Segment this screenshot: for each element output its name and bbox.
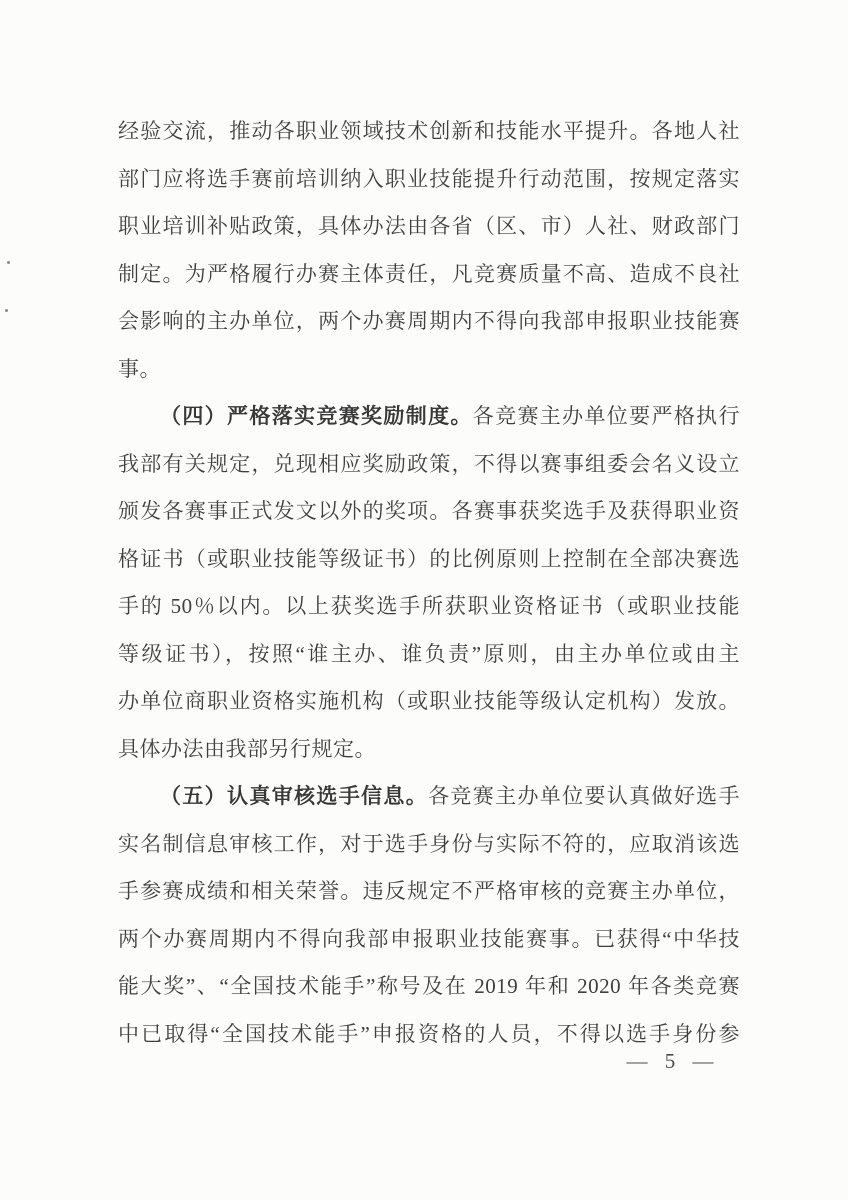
text-line: [118, 726, 740, 774]
text-line: [118, 298, 740, 346]
scan-speck: [5, 309, 8, 312]
section-heading: （四）严格落实竞赛奖励制度。: [160, 404, 473, 428]
body-text: 颁发各赛事正式发文以外的奖项。各赛事获奖选手及获得职业资: [118, 499, 740, 523]
text-line: [118, 916, 740, 964]
body-text: 我部有关规定，兑现相应奖励政策，不得以赛事组委会名义设立: [118, 451, 740, 476]
body-text: 职业培训补贴政策，具体办法由各省（区、市）人社、财政部门: [118, 214, 740, 238]
text-line: [118, 441, 740, 489]
text-line: [118, 203, 740, 251]
text-line: [118, 868, 740, 916]
body-text: 格证书（或职业技能等级证书）的比例原则上控制在全部决赛选: [118, 546, 740, 571]
scan-speck: [7, 261, 10, 264]
text-line: [118, 536, 740, 584]
body-text: 能大奖”、“全国技术能手”称号及在 2019 年和 2020 年各类竞赛: [118, 974, 740, 998]
body-text: 等级证书），按照“谁主办、谁负责”原则，由主办单位或由主: [118, 641, 740, 666]
section-heading: （五）认真审核选手信息。: [160, 784, 429, 808]
text-line: [118, 488, 740, 536]
body-text: 各竞赛主办单位要严格执行: [472, 404, 741, 428]
text-line: [118, 108, 740, 156]
body-text: 办单位商职业资格实施机构（或职业技能等级认定机构）发放。: [118, 689, 740, 713]
text-line: [118, 393, 740, 441]
body-text: 经验交流，推动各职业领域技术创新和技能水平提升。各地人社: [118, 119, 740, 143]
text-line: [118, 156, 740, 204]
body-text: 手参赛成绩和相关荣誉。违反规定不严格审核的竞赛主办单位，: [118, 879, 740, 903]
text-line: [118, 346, 740, 394]
text-line: [118, 631, 740, 679]
text-line: [118, 678, 740, 726]
body-text: 会影响的主办单位，两个办赛周期内不得向我部申报职业技能赛: [118, 309, 740, 333]
body-text: 事。: [118, 356, 161, 381]
body-text: 手的 50％以内。以上获奖选手所获职业资格证书（或职业技能: [118, 594, 740, 618]
body-text: 两个办赛周期内不得向我部申报职业技能赛事。已获得“中华技: [118, 926, 740, 951]
body-text: 各竞赛主办单位要认真做好选手: [428, 784, 741, 808]
text-line: [118, 773, 740, 821]
document-body: [118, 108, 740, 1058]
body-text: 制定。为严格履行办赛主体责任，凡竞赛质量不高、造成不良社: [118, 261, 740, 286]
page-number: — 5 —: [626, 1049, 714, 1073]
body-text: 部门应将选手赛前培训纳入职业技能提升行动范围，按规定落实: [118, 166, 740, 191]
text-line: [118, 963, 740, 1011]
body-text: 中已取得“全国技术能手”申报资格的人员，不得以选手身份参: [118, 1021, 740, 1046]
body-text: 实名制信息审核工作，对于选手身份与实际不符的，应取消该选: [118, 831, 740, 856]
text-line: [118, 583, 740, 631]
text-line: [118, 821, 740, 869]
text-line: [118, 251, 740, 299]
body-text: 具体办法由我部另行规定。: [118, 736, 376, 761]
